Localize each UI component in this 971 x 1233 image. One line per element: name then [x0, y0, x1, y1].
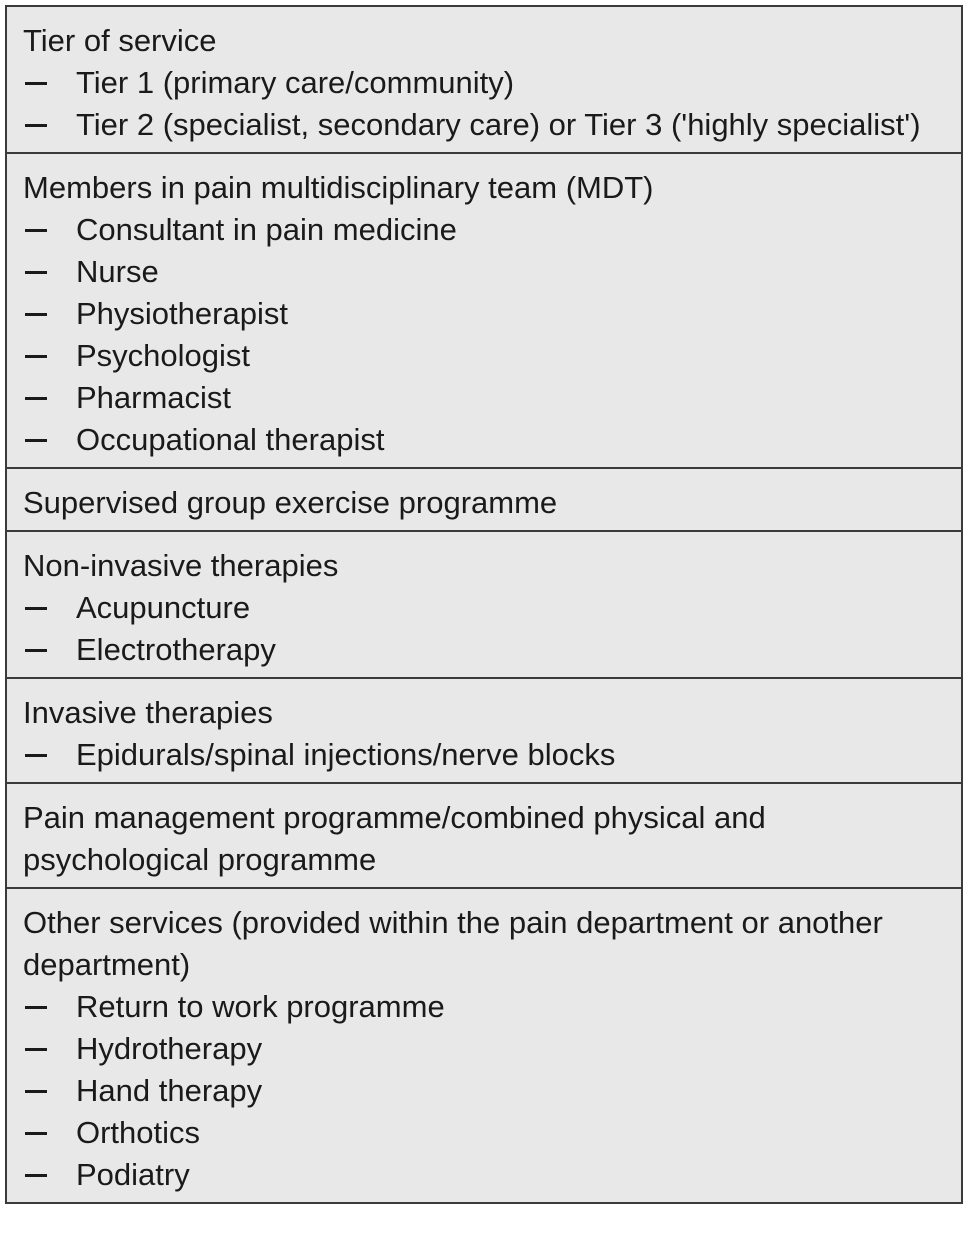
- list-item-text: Nurse: [76, 254, 159, 289]
- list-item: [23, 1070, 945, 1112]
- dash-bullet-icon: [23, 1154, 76, 1196]
- section-non-invasive-therapies: [7, 530, 961, 677]
- dash-bullet-icon: [23, 335, 76, 377]
- list-item-text: Electrotherapy: [76, 632, 276, 667]
- section-heading: Invasive therapies: [23, 695, 273, 730]
- list-item-text: Acupuncture: [76, 590, 251, 625]
- list-item: [23, 377, 945, 419]
- section-heading: Supervised group exercise programme: [23, 485, 558, 520]
- list-item: [23, 1112, 945, 1154]
- dash-bullet-icon: [23, 251, 76, 293]
- section-heading: Tier of service: [23, 23, 217, 58]
- section-heading: Other services (provided within the pain department or another department): [23, 905, 883, 982]
- list-item: [23, 734, 945, 776]
- list-item-text: Pharmacist: [76, 380, 232, 415]
- list-item-text: Tier 1 (primary care/community): [76, 65, 515, 100]
- section-other-services: [7, 887, 961, 1202]
- dash-bullet-icon: [23, 209, 76, 251]
- services-table: [5, 5, 963, 1204]
- list-item: [23, 104, 945, 146]
- dash-bullet-icon: [23, 377, 76, 419]
- section-pain-management-programme: [7, 782, 961, 887]
- dash-bullet-icon: [23, 986, 76, 1028]
- list-item-text: Hand therapy: [76, 1073, 263, 1108]
- section-heading: Pain management programme/combined physical and psychological programme: [23, 800, 766, 877]
- section-items: [23, 62, 945, 146]
- list-item-text: Podiatry: [76, 1157, 190, 1192]
- list-item: [23, 251, 945, 293]
- list-item: [23, 335, 945, 377]
- section-items: [23, 209, 945, 461]
- section-group-exercise: [7, 467, 961, 530]
- list-item: [23, 209, 945, 251]
- section-tier-of-service: [7, 7, 961, 152]
- list-item-text: Occupational therapist: [76, 422, 385, 457]
- list-item-text: Orthotics: [76, 1115, 201, 1150]
- list-item-text: Tier 2 (specialist, secondary care) or Tier 3 ('highly specialist'): [76, 107, 921, 142]
- dash-bullet-icon: [23, 587, 76, 629]
- list-item: [23, 1028, 945, 1070]
- list-item-text: Epidurals/spinal injections/nerve blocks: [76, 737, 616, 772]
- list-item: [23, 986, 945, 1028]
- dash-bullet-icon: [23, 1070, 76, 1112]
- section-heading: Members in pain multidisciplinary team (MDT): [23, 170, 654, 205]
- list-item: [23, 419, 945, 461]
- list-item-text: Physiotherapist: [76, 296, 288, 331]
- dash-bullet-icon: [23, 734, 76, 776]
- dash-bullet-icon: [23, 104, 76, 146]
- section-items: [23, 587, 945, 671]
- list-item-text: Hydrotherapy: [76, 1031, 263, 1066]
- list-item-text: Psychologist: [76, 338, 251, 373]
- dash-bullet-icon: [23, 1028, 76, 1070]
- list-item: [23, 293, 945, 335]
- list-item: [23, 1154, 945, 1196]
- section-invasive-therapies: [7, 677, 961, 782]
- dash-bullet-icon: [23, 419, 76, 461]
- section-mdt-members: [7, 152, 961, 467]
- list-item: [23, 62, 945, 104]
- list-item-text: Return to work programme: [76, 989, 445, 1024]
- list-item: [23, 587, 945, 629]
- section-items: [23, 734, 945, 776]
- list-item-text: Consultant in pain medicine: [76, 212, 457, 247]
- dash-bullet-icon: [23, 62, 76, 104]
- section-items: [23, 986, 945, 1196]
- list-item: [23, 629, 945, 671]
- dash-bullet-icon: [23, 629, 76, 671]
- dash-bullet-icon: [23, 1112, 76, 1154]
- section-heading: Non-invasive therapies: [23, 548, 339, 583]
- dash-bullet-icon: [23, 293, 76, 335]
